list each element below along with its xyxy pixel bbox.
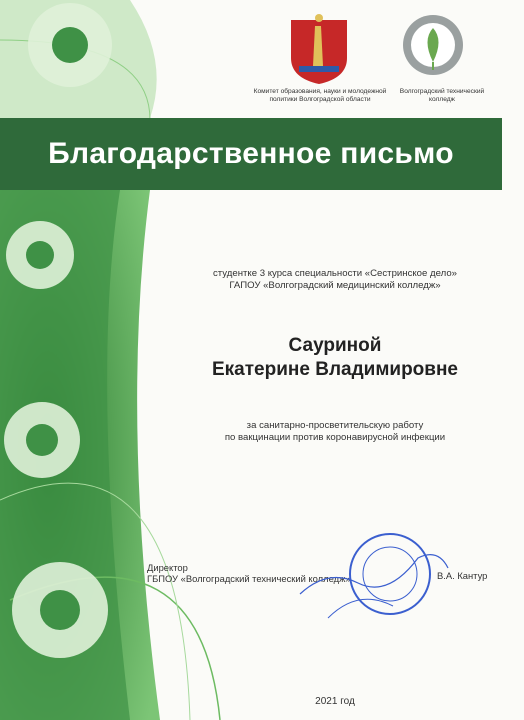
- director-position: Директор ГБПОУ «Волгоградский технический колледж»: [147, 562, 351, 584]
- organization-right-caption: Волгоградский технический колледж: [399, 88, 485, 103]
- document-title: Благодарственное письмо: [48, 137, 454, 170]
- signer-name: В.А. Кантур: [437, 570, 488, 581]
- college-gear-logo-icon: [400, 10, 466, 80]
- volgograd-coat-of-arms-icon: [285, 12, 353, 86]
- document-year: 2021 год: [315, 696, 355, 707]
- recipient-name: Сауриной Екатерине Владимировне: [212, 335, 458, 380]
- organization-left-caption: Комитет образования, науки и молодежной политики Волгоградской области: [253, 88, 387, 103]
- recipient-description: студентке 3 курса специальности «Сестринское дело» ГАПОУ «Волгоградский медицинский колледж»: [212, 268, 457, 291]
- award-reason: за санитарно-просветительскую работу по вакцинации против коронавирусной инфекции: [224, 420, 446, 443]
